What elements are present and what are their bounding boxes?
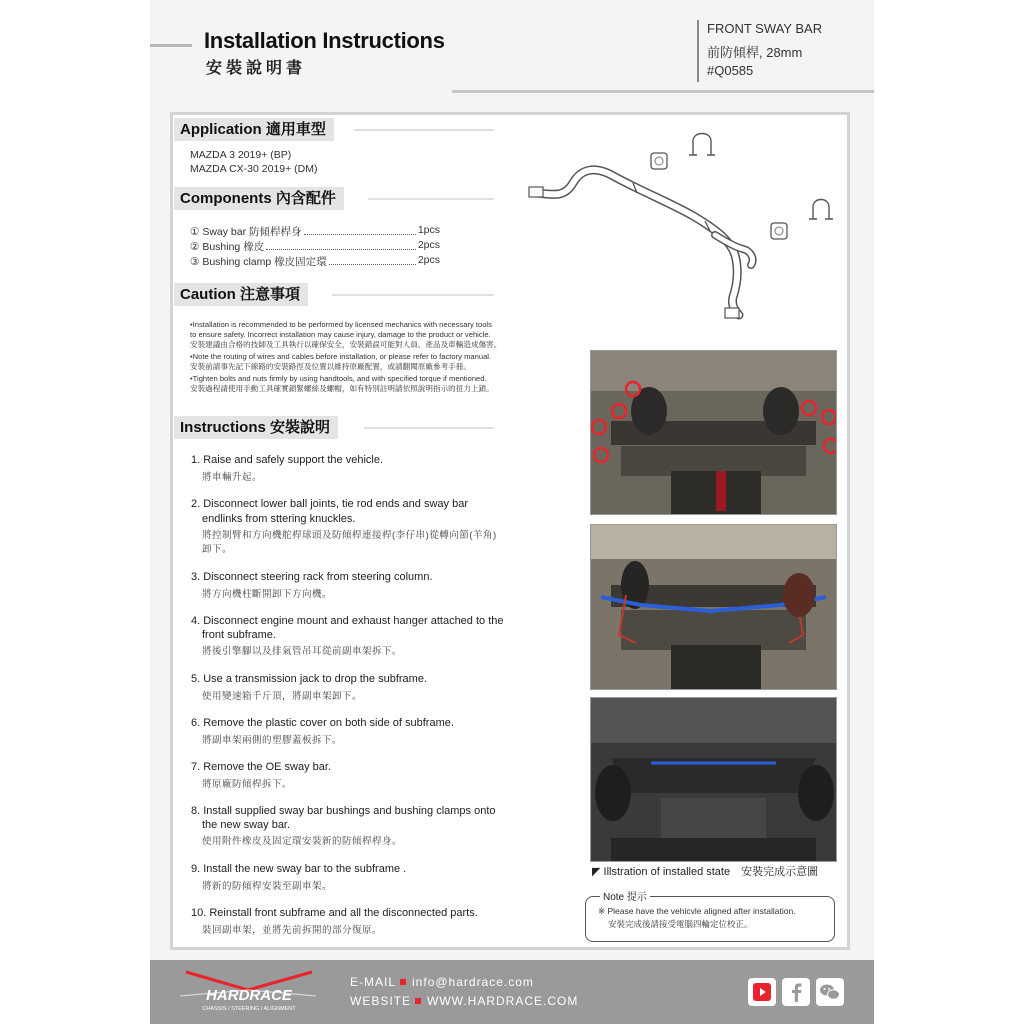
product-code: #Q0585 — [707, 63, 754, 78]
bullet-icon — [400, 979, 406, 985]
hardrace-logo — [176, 968, 322, 1012]
component-name: ① Sway bar 防傾桿桿身 — [190, 226, 302, 238]
instruction-step: 9. Install the new sway bar to the subframe . — [191, 863, 407, 875]
instruction-step: 1. Raise and safely support the vehicle. — [191, 454, 384, 466]
instruction-step: front subframe. — [202, 629, 276, 641]
caption-marker-icon: ◤ — [592, 866, 601, 878]
vehicle-item: MAZDA 3 2019+ (BP) — [190, 149, 292, 161]
instruction-step: 7. Remove the OE sway bar. — [191, 761, 332, 773]
product-name: FRONT SWAY BAR — [707, 21, 823, 36]
facebook-icon[interactable] — [782, 978, 810, 1006]
section-heading-application: Application 適用車型 — [174, 118, 334, 141]
heading-rule — [354, 129, 494, 131]
caution-line: 安裝前請事先記下線路的安裝路徑及位置以維持原廠配置，或請翻閱原廠參考手冊。 — [190, 362, 471, 371]
component-qty: 1pcs — [417, 224, 440, 236]
instruction-step-chinese: 卸下。 — [202, 544, 233, 555]
instruction-step-chinese: 使用變速箱千斤頂，將副車架卸下。 — [202, 691, 363, 702]
instruction-step-chinese: 將控制臂和方向機舵桿球頭及防傾桿連接桿(李仔串)從轉向節(羊角) — [202, 530, 497, 541]
component-qty: 2pcs — [417, 239, 440, 251]
instruction-step-chinese: 將新的防傾桿安裝至副車架。 — [202, 881, 333, 892]
instruction-step-chinese: 將後引擎腳以及排氣管吊耳從前副車架拆下。 — [202, 646, 403, 657]
bullet-icon — [415, 998, 421, 1004]
email-link[interactable]: info@hardrace.com — [412, 975, 534, 989]
component-name: ③ Bushing clamp 橡皮固定環 — [190, 256, 327, 268]
logo-tagline: CHASSIS / STEERING / ALIGNMENT — [202, 1006, 296, 1012]
vehicle-item: MAZDA CX-30 2019+ (DM) — [190, 163, 318, 175]
component-qty: 2pcs — [417, 254, 440, 266]
instruction-step-chinese: 將副車架兩側的塑膠蓋板拆下。 — [202, 735, 343, 746]
heading-rule — [364, 427, 494, 429]
instruction-step: 5. Use a transmission jack to drop the subframe. — [191, 673, 427, 685]
subframe-photo-removal — [590, 350, 837, 515]
component-item — [190, 239, 440, 254]
instruction-step-chinese: 將方向機柱斷開卸下方向機。 — [202, 589, 333, 600]
email-label: E-MAIL — [350, 975, 397, 989]
header-divider — [697, 20, 699, 82]
caution-line: 安裝建議由合格的技師及工具執行以確保安全，安裝錯誤可能對人員、產品及車輛造成傷害。 — [190, 340, 502, 349]
section-heading-components: Components 內含配件 — [174, 187, 344, 210]
header-rule-right — [452, 90, 874, 93]
note-title: Note 提示 — [600, 888, 650, 903]
instruction-step: 8. Install supplied sway bar bushings and bushing clamps onto — [191, 805, 496, 817]
sway-bar-illustration — [525, 125, 845, 325]
header-rule-left — [150, 44, 192, 47]
instruction-step: 3. Disconnect steering rack from steering column. — [191, 571, 433, 583]
product-name-chinese: 前防傾桿, 28mm — [707, 45, 803, 60]
component-item — [190, 254, 440, 269]
instruction-step: 10. Reinstall front subframe and all the disconnected parts. — [191, 907, 478, 919]
instruction-step: 2. Disconnect lower ball joints, tie rod ends and sway bar — [191, 498, 468, 510]
note-line: 安裝完成後請接受電腦四輪定位校正。 — [608, 919, 753, 929]
installed-state-photo — [590, 697, 837, 862]
heading-rule — [332, 294, 494, 296]
component-item — [190, 224, 440, 239]
email-row — [350, 975, 534, 989]
instruction-step-chinese: 裝回副車架，並將先前拆開的部分復原。 — [202, 925, 383, 936]
website-row — [350, 994, 578, 1008]
figure-caption — [592, 863, 818, 879]
section-heading-instructions: Instructions 安裝說明 — [174, 416, 338, 439]
caution-line: to ensure safety. Incorrect installation may cause injury, damage to the product or vehicle. — [190, 330, 491, 339]
instruction-step-chinese: 使用附件橡皮及固定環安裝新的防傾桿桿身。 — [202, 836, 403, 847]
note-line: ※ Please have the vehicvle aligned after installation. — [598, 906, 796, 916]
caption-text: Illstration of installed state 安裝完成示意圖 — [603, 866, 819, 878]
caution-line: •Note the routing of wires and cables before installation, or please refer to factory manual. — [190, 352, 492, 361]
page-title: Installation Instructions — [204, 28, 445, 53]
youtube-icon[interactable] — [748, 978, 776, 1006]
website-label: WEBSITE — [350, 994, 412, 1008]
instruction-step: endlinks from sttering knuckles. — [202, 513, 356, 525]
wechat-icon[interactable] — [816, 978, 844, 1006]
heading-rule — [368, 198, 494, 200]
instruction-step: 4. Disconnect engine mount and exhaust hanger attached to the — [191, 615, 504, 627]
subframe-photo-swaybar — [590, 524, 837, 690]
instruction-step-chinese: 將原廠防傾桿拆下。 — [202, 779, 293, 790]
logo-wordmark: HARDRACE — [206, 987, 292, 1004]
instruction-step: 6. Remove the plastic cover on both side of subframe. — [191, 717, 454, 729]
instruction-step: the new sway bar. — [202, 819, 291, 831]
section-heading-caution: Caution 注意事項 — [174, 283, 308, 306]
instruction-step-chinese: 將車輛升起。 — [202, 472, 263, 483]
caution-line: •Tighten bolts and nuts firmly by using handtools, and with specified torque if mentioned. — [190, 374, 487, 383]
caution-line: 安裝過程請使用手動工具確實鎖緊螺絲及螺帽，如有特別註明請依照說明指示的扭力上鎖。 — [190, 384, 494, 393]
component-name: ② Bushing 橡皮 — [190, 241, 265, 253]
caution-line: •Installation is recommended to be performed by licensed mechanics with necessary tools — [190, 320, 492, 329]
website-link[interactable]: WWW.HARDRACE.COM — [427, 994, 579, 1008]
page-title-chinese: 安裝說明書 — [206, 60, 307, 77]
